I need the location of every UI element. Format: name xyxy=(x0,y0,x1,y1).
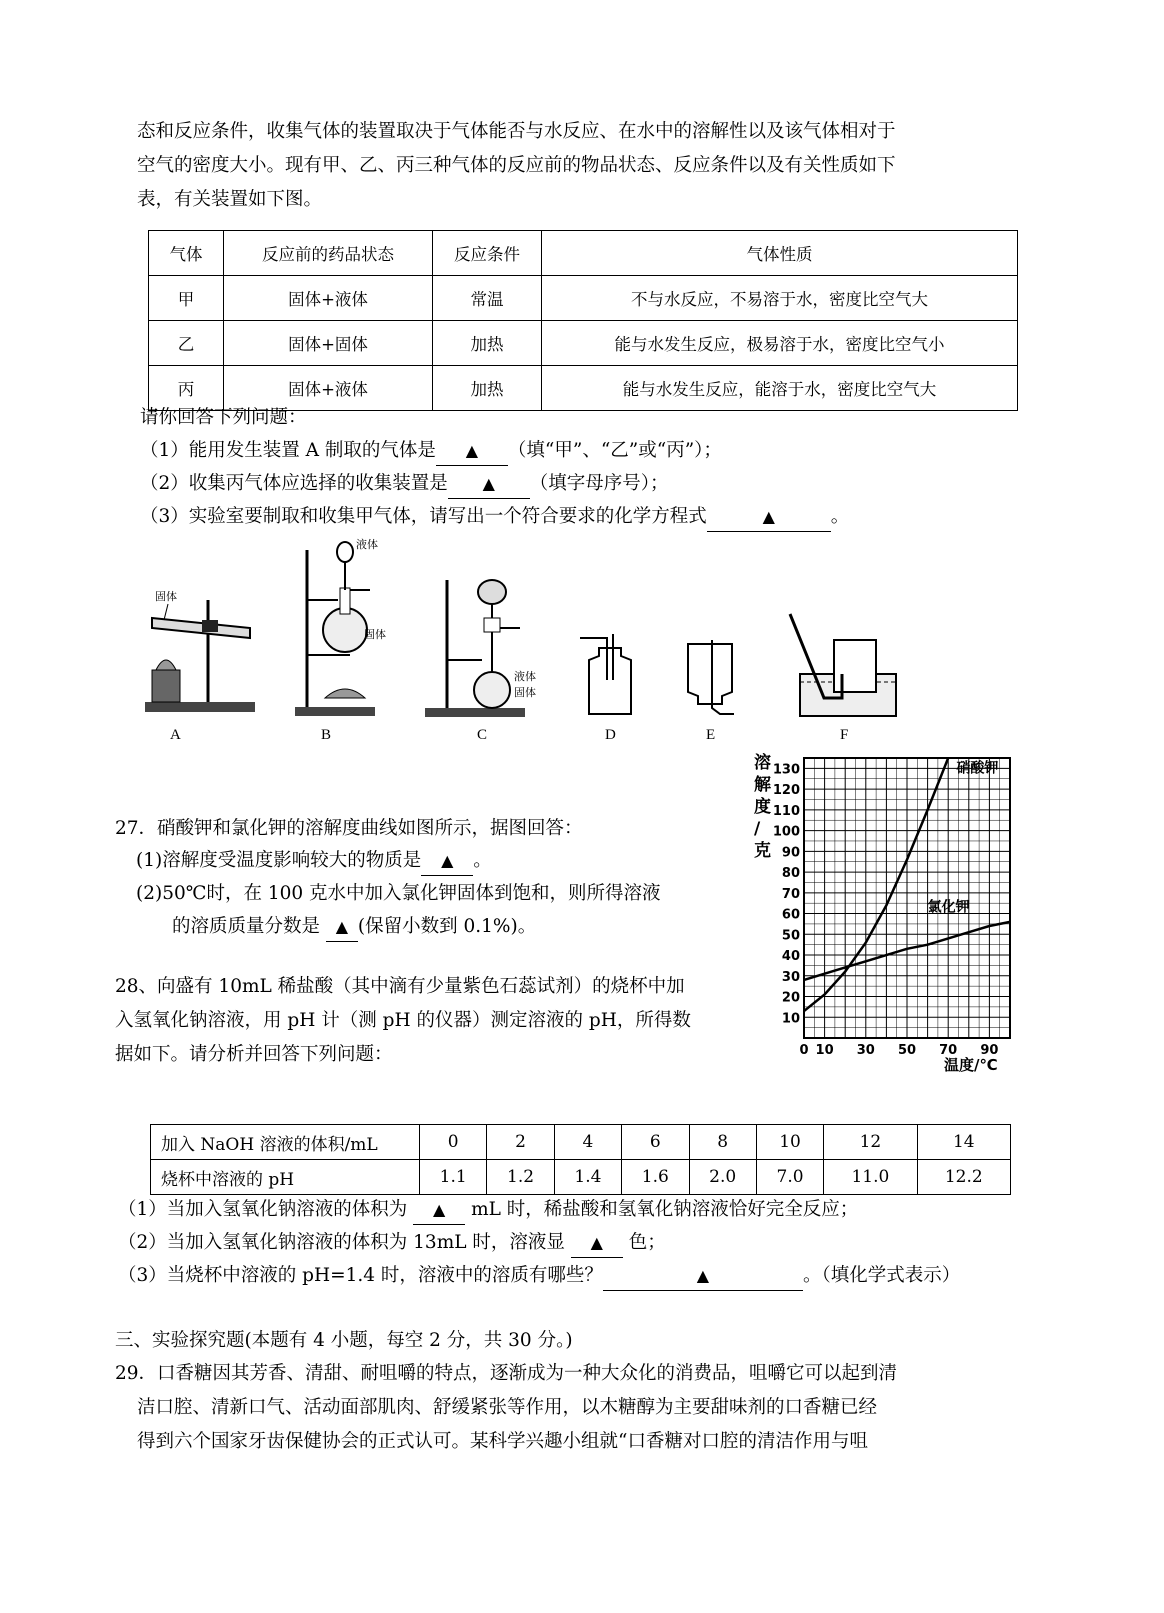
question-text: （填字母序号）； xyxy=(529,473,669,494)
question-text: （2）收集丙气体应选择的收集装置是 xyxy=(140,473,448,494)
question-text: mL 时，稀盐酸和氢氧化钠溶液恰好完全反应； xyxy=(471,1199,859,1220)
question-text: （2）当加入氢氧化钠溶液的体积为 13mL 时，溶液显 xyxy=(118,1232,565,1253)
answer-blank[interactable]: ▲ xyxy=(571,1229,623,1258)
answer-blank[interactable]: ▲ xyxy=(707,503,831,532)
table-cell: 能与水发生反应，极易溶于水，密度比空气小 xyxy=(542,321,1018,366)
y-tick-label: 20 xyxy=(781,990,800,1006)
intro-line-2: 空气的密度大小。现有甲、乙、丙三种气体的反应前的物品状态、反应条件以及有关性质如下 xyxy=(137,155,896,176)
table-header: 气体性质 xyxy=(542,231,1018,276)
question-text: 的溶质质量分数是 xyxy=(172,916,321,937)
y-tick-label: 80 xyxy=(781,866,800,882)
y-tick-label: 110 xyxy=(772,803,800,819)
table-cell: 7.0 xyxy=(756,1160,823,1195)
q28-subquestion-1 xyxy=(118,1196,858,1225)
apparatus-e-drawing xyxy=(676,630,746,720)
q26-subquestion-3 xyxy=(140,503,849,532)
q27-subquestion-2-cont xyxy=(172,913,536,942)
apparatus-f-drawing xyxy=(784,612,904,722)
series-label: 氯化钾 xyxy=(927,899,970,916)
table-cell: 1.4 xyxy=(554,1160,621,1195)
answer-blank[interactable]: ▲ xyxy=(448,470,530,499)
table-cell: 0 xyxy=(420,1125,487,1160)
section-3-title: 三、实验探究题(本题有 4 小题，每空 2 分，共 30 分。) xyxy=(115,1330,573,1351)
x-tick-label: 50 xyxy=(897,1043,917,1058)
ph-table xyxy=(150,1124,1011,1195)
answer-blank[interactable]: ▲ xyxy=(603,1262,803,1291)
answer-blank[interactable]: ▲ xyxy=(421,847,473,876)
y-tick-label: 30 xyxy=(781,969,800,985)
table-cell: 11.0 xyxy=(824,1160,917,1195)
question-text: （3）实验室要制取和收集甲气体，请写出一个符合要求的化学方程式 xyxy=(140,506,707,527)
solubility-chart xyxy=(748,748,1048,1078)
y-axis-label: 溶解度/克 xyxy=(754,753,771,861)
label-solid: 固体 xyxy=(514,686,536,699)
q26-subquestion-2 xyxy=(140,470,669,499)
y-tick-label: 10 xyxy=(781,1011,800,1027)
q26-prompt: 请你回答下列问题： xyxy=(140,407,307,428)
question-text: （填“甲”、“乙”或“丙”）； xyxy=(507,440,722,461)
apparatus-label-d: D xyxy=(605,727,616,743)
answer-blank[interactable]: ▲ xyxy=(413,1196,465,1225)
table-cell: 14 xyxy=(917,1125,1010,1160)
table-cell: 甲 xyxy=(149,276,224,321)
apparatus-label-f: F xyxy=(840,727,849,743)
table-header: 气体 xyxy=(149,231,224,276)
x-tick-label: 90 xyxy=(980,1043,999,1058)
q28-line-3: 据如下。请分析并回答下列问题： xyxy=(115,1044,393,1065)
table-cell: 固体+液体 xyxy=(224,276,433,321)
table-row xyxy=(149,276,1018,321)
y-tick-label: 100 xyxy=(772,824,800,840)
question-text: （1）当加入氢氧化钠溶液的体积为 xyxy=(118,1199,408,1220)
table-cell: 2.0 xyxy=(689,1160,756,1195)
answer-blank[interactable]: ▲ xyxy=(436,437,508,466)
table-cell: 固体+液体 xyxy=(224,366,433,411)
apparatus-label-a: A xyxy=(170,727,181,743)
table-cell: 6 xyxy=(622,1125,689,1160)
apparatus-d-drawing xyxy=(575,630,645,720)
table-cell: 1.6 xyxy=(622,1160,689,1195)
table-row xyxy=(151,1125,1011,1160)
apparatus-b-drawing xyxy=(290,530,386,720)
apparatus-c-drawing xyxy=(420,570,550,720)
apparatus-label-c: C xyxy=(477,727,488,743)
q27-subquestion-2: (2)50℃时，在 100 克水中加入氯化钾固体到饱和，则所得溶液 xyxy=(136,883,661,904)
q27-stem: 27．硝酸钾和氯化钾的溶解度曲线如图所示，据图回答： xyxy=(115,818,583,839)
table-cell: 1.2 xyxy=(487,1160,554,1195)
table-cell: 1.1 xyxy=(420,1160,487,1195)
y-tick-label: 90 xyxy=(781,845,800,861)
table-cell: 常温 xyxy=(433,276,542,321)
q28-line-1: 28、向盛有 10mL 稀盐酸（其中滴有少量紫色石蕊试剂）的烧杯中加 xyxy=(115,976,685,997)
apparatus-label-e: E xyxy=(706,727,716,743)
y-tick-label: 60 xyxy=(781,907,800,923)
table-cell: 10 xyxy=(756,1125,823,1160)
question-text: （1）能用发生装置 A 制取的气体是 xyxy=(140,440,436,461)
apparatus-label-b: B xyxy=(321,727,332,743)
table-cell: 12 xyxy=(824,1125,917,1160)
table-cell: 加热 xyxy=(433,366,542,411)
question-text: (1)溶解度受温度影响较大的物质是 xyxy=(136,850,422,871)
table-row xyxy=(151,1160,1011,1195)
question-text: (保留小数到 0.1%)。 xyxy=(357,916,537,937)
intro-line-1: 态和反应条件，收集气体的装置取决于气体能否与水反应、在水中的溶解性以及该气体相对于 xyxy=(137,121,896,142)
question-text: 。 xyxy=(473,850,492,871)
table-cell: 丙 xyxy=(149,366,224,411)
q28-subquestion-3 xyxy=(118,1262,960,1291)
table-cell: 8 xyxy=(689,1125,756,1160)
q26-subquestion-1 xyxy=(140,437,722,466)
question-text: 。（填化学式表示） xyxy=(802,1265,961,1286)
table-header-row xyxy=(149,231,1018,276)
label-solid: 固体 xyxy=(155,590,177,603)
q29-line-2: 洁口腔、清新口气、活动面部肌肉、舒缓紧张等作用，以木糖醇为主要甜味剂的口香糖已经 xyxy=(137,1397,878,1418)
q27-subquestion-1 xyxy=(136,847,492,876)
y-tick-label: 50 xyxy=(781,928,800,944)
label-liquid: 液体 xyxy=(514,670,536,683)
table-cell: 能与水发生反应，能溶于水，密度比空气大 xyxy=(542,366,1018,411)
table-cell: 不与水反应，不易溶于水，密度比空气大 xyxy=(542,276,1018,321)
y-tick-label: 120 xyxy=(772,783,800,799)
intro-line-3: 表，有关装置如下图。 xyxy=(137,189,323,210)
question-text: 。 xyxy=(830,506,850,527)
x-tick-label: 10 xyxy=(815,1043,834,1058)
series-label: 硝酸钾 xyxy=(956,760,999,777)
table-row-label: 烧杯中溶液的 pH xyxy=(151,1160,420,1195)
q28-subquestion-2 xyxy=(118,1229,666,1258)
label-liquid: 液体 xyxy=(356,538,378,551)
q28-line-2: 入氢氧化钠溶液，用 pH 计（测 pH 的仪器）测定溶液的 pH，所得数 xyxy=(115,1010,691,1031)
x-axis-label: 温度/℃ xyxy=(944,1056,998,1074)
y-tick-label: 130 xyxy=(772,762,800,778)
apparatus-a-drawing xyxy=(140,580,260,720)
y-tick-label: 70 xyxy=(781,886,800,902)
x-tick-label: 30 xyxy=(856,1043,875,1058)
table-cell: 2 xyxy=(487,1125,554,1160)
table-header: 反应条件 xyxy=(433,231,542,276)
q29-line-1: 29．口香糖因其芳香、清甜、耐咀嚼的特点，逐渐成为一种大众化的消费品，咀嚼它可以起到清 xyxy=(115,1363,898,1384)
gas-table xyxy=(148,230,1018,411)
x-tick-label: 70 xyxy=(939,1043,958,1058)
table-cell: 12.2 xyxy=(917,1160,1010,1195)
question-text: 色； xyxy=(628,1232,666,1253)
x-tick-label: 0 xyxy=(799,1043,809,1058)
q29-line-3: 得到六个国家牙齿保健协会的正式认可。某科学兴趣小组就“口香糖对口腔的清洁作用与咀 xyxy=(137,1431,868,1452)
table-cell: 乙 xyxy=(149,321,224,366)
question-text: （3）当烧杯中溶液的 pH=1.4 时，溶液中的溶质有哪些？ xyxy=(118,1265,603,1286)
table-row-label: 加入 NaOH 溶液的体积/mL xyxy=(151,1125,420,1160)
table-header: 反应前的药品状态 xyxy=(224,231,433,276)
answer-blank[interactable]: ▲ xyxy=(326,913,358,942)
table-row xyxy=(149,321,1018,366)
label-solid: 固体 xyxy=(364,628,386,641)
table-cell: 固体+固体 xyxy=(224,321,433,366)
table-cell: 4 xyxy=(554,1125,621,1160)
y-tick-label: 40 xyxy=(781,949,800,965)
table-cell: 加热 xyxy=(433,321,542,366)
